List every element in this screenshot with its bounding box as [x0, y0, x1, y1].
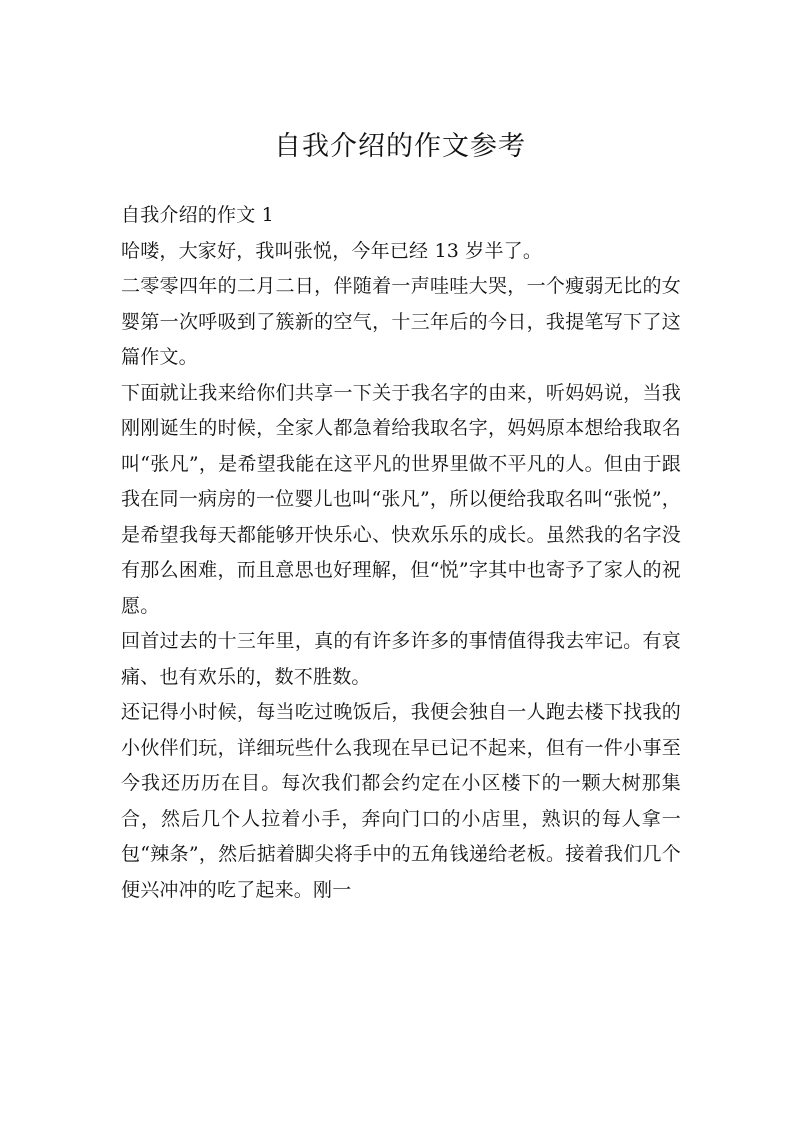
document-body — [121, 198, 681, 908]
paragraph: 还记得小时候，每当吃过晚饭后，我便会独自一人跑去楼下找我的小伙伴们玩，详细玩些什么我现在早已记不起来，但有一件小事至今我还历历在目。每次我们都会约定在小区楼下的一颗大树那集合，然后几个人拉着小手，奔向门口的小店里，熟识的每人拿一包“辣条”，然后掂着脚尖将手中的五角钱递给老板。接着我们几个便兴冲冲的吃了起来。刚一 — [121, 701, 681, 901]
paragraph: 二零零四年的二月二日，伴随着一声哇哇大哭，一个瘦弱无比的女婴第一次呼吸到了簇新的空气，十三年后的今日，我提笔写下了这篇作文。 — [121, 275, 681, 368]
paragraph: 回首过去的十三年里，真的有许多许多的事情值得我去牢记。有哀痛、也有欢乐的，数不胜数。 — [121, 630, 681, 688]
section-heading: 自我介绍的作文 1 — [121, 204, 274, 226]
paragraph: 哈喽，大家好，我叫张悦，今年已经 13 岁半了。 — [121, 239, 543, 262]
paragraph: 下面就让我来给你们共享一下关于我名字的由来，听妈妈说，当我刚刚诞生的时候，全家人都急着给我取名字，妈妈原本想给我取名叫“张凡”，是希望我能在这平凡的世界里做不平凡的人。但由于跟我在同一病房的一位婴儿也叫“张凡”，所以便给我取名叫“张悦”，是希望我每天都能够开快乐心、快欢乐乐的成长。虽然我的名字没有那么困难，而且意思也好理解，但“悦”字其中也寄予了家人的祝愿。 — [121, 381, 681, 617]
document-title: 自我介绍的作文参考 — [274, 131, 526, 162]
